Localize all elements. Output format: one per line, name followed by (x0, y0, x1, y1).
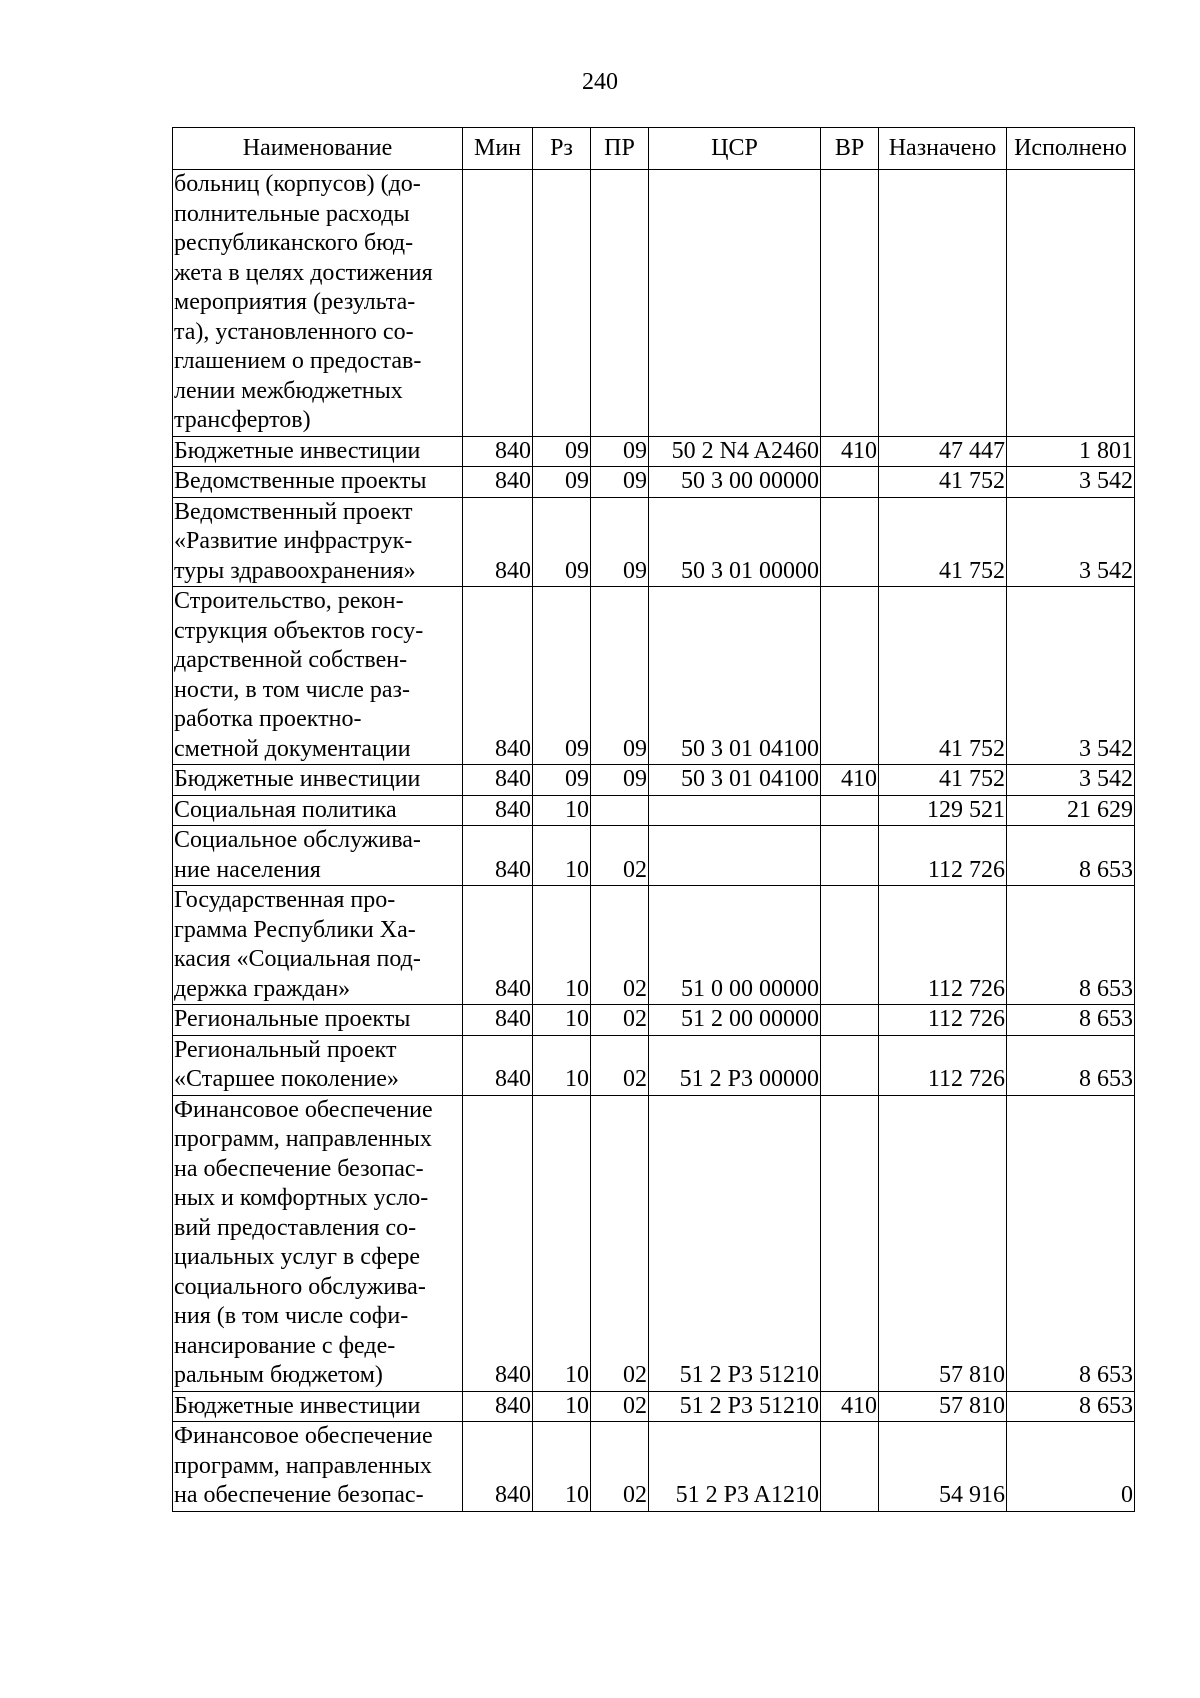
table-row (173, 497, 1135, 587)
cell-min: 840 (463, 886, 533, 1005)
cell-rz: 10 (533, 795, 591, 826)
cell-executed: 8 653 (1007, 1005, 1135, 1036)
cell-assigned: 47 447 (879, 436, 1007, 467)
cell-executed: 8 653 (1007, 1095, 1135, 1391)
cell-vr: 410 (821, 436, 879, 467)
cell-pr: 02 (591, 886, 649, 1005)
column-header-vr: ВР (821, 128, 879, 170)
cell-min: 840 (463, 1005, 533, 1036)
name-line: Строительство, рекон- (174, 588, 404, 614)
cell-executed: 3 542 (1007, 497, 1135, 587)
name-line: Ведомственный проект (174, 498, 413, 525)
cell-min: 840 (463, 587, 533, 765)
name-line: мероприятия (результа- (174, 289, 416, 315)
name-line: ральным бюджетом) (174, 1362, 383, 1388)
cell-pr (591, 795, 649, 826)
cell-rz: 09 (533, 497, 591, 587)
name-line: лении межбюджетных (174, 377, 403, 404)
name-line: программ, направленных (174, 1126, 432, 1152)
name-line: Бюджетные инвестиции (174, 1392, 421, 1419)
cell-rz: 09 (533, 765, 591, 796)
cell-csr (649, 826, 821, 886)
cell-executed: 0 (1007, 1422, 1135, 1512)
cell-vr: 410 (821, 1391, 879, 1422)
cell-rz: 09 (533, 587, 591, 765)
cell-executed: 3 542 (1007, 467, 1135, 498)
name-line: социального обслужива- (174, 1273, 426, 1300)
name-line: туры здравоохранения» (174, 557, 416, 584)
header-row (173, 128, 1135, 170)
cell-pr: 09 (591, 587, 649, 765)
name-line: Социальное обслужива- (174, 827, 421, 853)
name-line: держка граждан» (174, 975, 351, 1002)
cell-min: 840 (463, 1035, 533, 1095)
cell-vr (821, 467, 879, 498)
table-row (173, 1095, 1135, 1391)
name-line: «Старшее поколение» (174, 1066, 399, 1092)
column-header-csr: ЦСР (649, 128, 821, 170)
table-row (173, 886, 1135, 1005)
table-header (173, 128, 1135, 170)
cell-csr: 51 0 00 00000 (649, 886, 821, 1005)
cell-name (173, 1391, 463, 1422)
name-line: ных и комфортных усло- (174, 1185, 429, 1211)
cell-name (173, 467, 463, 498)
table-row (173, 826, 1135, 886)
table-row (173, 467, 1135, 498)
cell-vr (821, 795, 879, 826)
cell-min: 840 (463, 826, 533, 886)
cell-executed: 8 653 (1007, 886, 1135, 1005)
cell-assigned: 129 521 (879, 795, 1007, 826)
cell-executed: 3 542 (1007, 765, 1135, 796)
name-line: полнительные расходы (174, 200, 410, 227)
cell-name (173, 497, 463, 587)
cell-vr (821, 886, 879, 1005)
cell-executed: 1 801 (1007, 436, 1135, 467)
cell-name (173, 886, 463, 1005)
cell-min: 840 (463, 1095, 533, 1391)
cell-name (173, 587, 463, 765)
name-line: работка проектно- (174, 706, 362, 732)
name-line: Бюджетные инвестиции (174, 766, 421, 792)
name-line: трансфертов) (174, 407, 311, 433)
cell-assigned: 41 752 (879, 765, 1007, 796)
name-line: на обеспечение безопас- (174, 1155, 424, 1182)
cell-rz: 09 (533, 467, 591, 498)
table-row (173, 1422, 1135, 1512)
cell-name (173, 795, 463, 826)
cell-csr: 51 2 P3 00000 (649, 1035, 821, 1095)
name-line: Региональный проект (174, 1036, 397, 1063)
table-row (173, 436, 1135, 467)
name-line: республиканского бюд- (174, 230, 414, 256)
name-line: ности, в том числе раз- (174, 676, 410, 703)
table-row (173, 1391, 1135, 1422)
cell-rz: 10 (533, 886, 591, 1005)
cell-executed: 21 629 (1007, 795, 1135, 826)
cell-min (463, 170, 533, 437)
cell-vr (821, 1422, 879, 1512)
name-line: струкция объектов госу- (174, 617, 424, 644)
cell-pr: 09 (591, 765, 649, 796)
name-line: циальных услуг в сфере (174, 1244, 421, 1270)
name-line: больниц (корпусов) (до- (174, 171, 421, 197)
cell-vr (821, 170, 879, 437)
name-line: касия «Социальная под- (174, 946, 421, 972)
cell-min: 840 (463, 1422, 533, 1512)
cell-csr: 50 2 N4 A2460 (649, 436, 821, 467)
name-line: глашением о предостав- (174, 348, 422, 374)
cell-pr: 09 (591, 467, 649, 498)
cell-name (173, 170, 463, 437)
cell-min: 840 (463, 497, 533, 587)
page-number: 240 (582, 69, 618, 95)
column-header-name: Наименование (173, 128, 463, 170)
cell-csr (649, 795, 821, 826)
name-line: Бюджетные инвестиции (174, 437, 421, 464)
cell-assigned: 54 916 (879, 1422, 1007, 1512)
cell-rz (533, 170, 591, 437)
name-line: сметной документации (174, 735, 411, 762)
table-body (173, 170, 1135, 1512)
cell-vr: 410 (821, 765, 879, 796)
cell-csr: 50 3 01 04100 (649, 765, 821, 796)
name-line: на обеспечение безопас- (174, 1482, 424, 1508)
cell-csr: 50 3 01 00000 (649, 497, 821, 587)
cell-min: 840 (463, 765, 533, 796)
cell-pr (591, 170, 649, 437)
cell-csr: 50 3 01 04100 (649, 587, 821, 765)
cell-rz: 10 (533, 1035, 591, 1095)
name-line: вий предоставления со- (174, 1214, 417, 1241)
cell-rz: 10 (533, 1005, 591, 1036)
name-line: ния (в том числе софи- (174, 1303, 409, 1329)
table-row (173, 1035, 1135, 1095)
cell-pr: 09 (591, 497, 649, 587)
column-header-executed: Исполнено (1007, 128, 1135, 170)
budget-table (172, 127, 1135, 1512)
cell-assigned: 112 726 (879, 886, 1007, 1005)
table-row (173, 170, 1135, 437)
cell-pr: 02 (591, 1422, 649, 1512)
cell-min: 840 (463, 1391, 533, 1422)
cell-executed (1007, 170, 1135, 437)
cell-assigned: 41 752 (879, 497, 1007, 587)
cell-executed: 8 653 (1007, 1035, 1135, 1095)
name-line: Финансовое обеспечение (174, 1096, 433, 1123)
cell-csr: 51 2 P3 A1210 (649, 1422, 821, 1512)
name-line: «Развитие инфраструк- (174, 528, 413, 554)
cell-rz: 09 (533, 436, 591, 467)
cell-executed: 3 542 (1007, 587, 1135, 765)
cell-assigned: 57 810 (879, 1095, 1007, 1391)
cell-name (173, 1422, 463, 1512)
cell-rz: 10 (533, 1391, 591, 1422)
cell-min: 840 (463, 795, 533, 826)
cell-vr (821, 1095, 879, 1391)
cell-csr: 50 3 00 00000 (649, 467, 821, 498)
cell-assigned: 57 810 (879, 1391, 1007, 1422)
cell-pr: 02 (591, 826, 649, 886)
cell-executed: 8 653 (1007, 1391, 1135, 1422)
table-row (173, 587, 1135, 765)
cell-rz: 10 (533, 1095, 591, 1391)
cell-csr: 51 2 P3 51210 (649, 1095, 821, 1391)
name-line: та), установленного со- (174, 318, 414, 345)
name-line: Социальная политика (174, 796, 397, 823)
cell-pr: 02 (591, 1035, 649, 1095)
name-line: программ, направленных (174, 1452, 432, 1479)
column-header-min: Мин (463, 128, 533, 170)
table-row (173, 1005, 1135, 1036)
name-line: Государственная про- (174, 887, 396, 913)
name-line: Финансовое обеспечение (174, 1423, 433, 1449)
cell-assigned: 41 752 (879, 467, 1007, 498)
cell-name (173, 1095, 463, 1391)
cell-min: 840 (463, 467, 533, 498)
name-line: жета в целях достижения (174, 259, 433, 286)
name-line: Региональные проекты (174, 1006, 411, 1032)
cell-assigned: 112 726 (879, 826, 1007, 886)
column-header-rz: Рз (533, 128, 591, 170)
cell-vr (821, 497, 879, 587)
name-line: дарственной собствен- (174, 647, 408, 673)
cell-rz: 10 (533, 826, 591, 886)
cell-min: 840 (463, 436, 533, 467)
cell-pr: 09 (591, 436, 649, 467)
cell-assigned: 41 752 (879, 587, 1007, 765)
cell-vr (821, 587, 879, 765)
cell-csr: 51 2 00 00000 (649, 1005, 821, 1036)
table-row (173, 795, 1135, 826)
cell-name (173, 436, 463, 467)
cell-assigned (879, 170, 1007, 437)
cell-vr (821, 1035, 879, 1095)
cell-assigned: 112 726 (879, 1005, 1007, 1036)
cell-name (173, 765, 463, 796)
name-line: грамма Республики Ха- (174, 916, 416, 943)
cell-name (173, 1035, 463, 1095)
cell-name (173, 826, 463, 886)
cell-assigned: 112 726 (879, 1035, 1007, 1095)
cell-pr: 02 (591, 1391, 649, 1422)
name-line: нансирование с феде- (174, 1332, 396, 1359)
cell-vr (821, 1005, 879, 1036)
column-header-assigned: Назначено (879, 128, 1007, 170)
table-row (173, 765, 1135, 796)
cell-csr (649, 170, 821, 437)
cell-pr: 02 (591, 1005, 649, 1036)
cell-csr: 51 2 P3 51210 (649, 1391, 821, 1422)
cell-name (173, 1005, 463, 1036)
cell-vr (821, 826, 879, 886)
cell-rz: 10 (533, 1422, 591, 1512)
name-line: Ведомственные проекты (174, 468, 427, 494)
cell-executed: 8 653 (1007, 826, 1135, 886)
name-line: ние населения (174, 856, 321, 883)
cell-pr: 02 (591, 1095, 649, 1391)
column-header-pr: ПР (591, 128, 649, 170)
